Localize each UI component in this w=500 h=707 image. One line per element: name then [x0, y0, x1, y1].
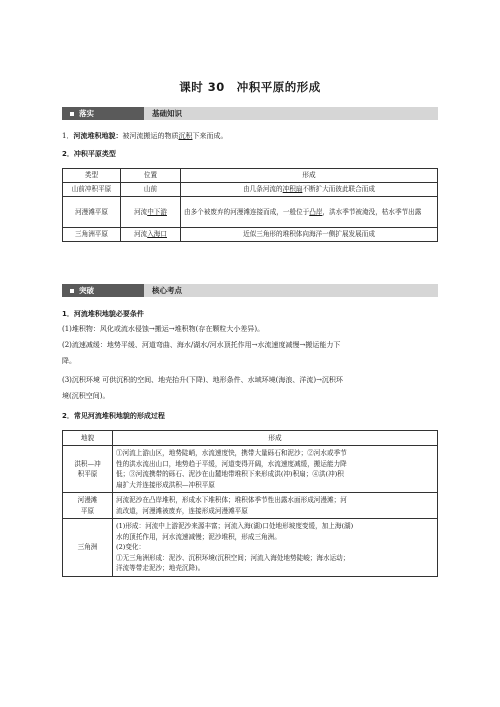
point-1-text: 被河流搬运的物质 — [122, 132, 179, 140]
section-tag-label: 突破 — [79, 286, 94, 295]
cell-underlined: 凸岸 — [309, 207, 323, 216]
point-1-underlined: 沉积 — [178, 132, 193, 140]
page-title: 课时 30 冲积平原的形成 — [179, 80, 321, 94]
table-cell: 河漫滩平原 — [63, 197, 121, 228]
key-point-1-item-3: (3)沉积环境 可供沉积的空间、地壳抬升(下降)、地形条件、水域环境(海浪、洋流)→沉积环 — [62, 376, 343, 384]
key-point-2-heading: 2．常见河流堆积地貌的形成过程 — [62, 412, 165, 420]
cell-line: 流改道，河漫滩被废弃，连接形成河漫滩平原 — [116, 506, 248, 515]
cell-line: ①河流上游山区，地势陡峭，水流速度快，携带大量砾石和泥沙；②河水或季节 — [116, 449, 347, 457]
table-header: 地貌 — [63, 431, 113, 446]
point-1-text-end: 下来而成。 — [192, 132, 228, 140]
cell-line: 河流泥沙在凸岸堆积，形成水下堆积体；堆积体季节性出露水面形成河漫滩；河 — [116, 496, 347, 504]
table-cell — [63, 493, 113, 519]
table-header-row — [63, 431, 438, 446]
cell-text: 河流 — [134, 230, 148, 239]
table-header: 位置 — [121, 169, 181, 183]
cell-text: 平原 — [80, 506, 95, 515]
point-2-number: 2． — [62, 150, 74, 158]
cell-text: 积平原 — [77, 470, 98, 478]
table-cell — [121, 197, 181, 228]
cell-text: ，洪水季节被淹没，枯水季节出露 — [322, 207, 422, 216]
table-row — [63, 446, 438, 493]
table-row — [63, 228, 438, 242]
cell-text: 由几条河流的 — [243, 185, 283, 194]
cell-underlined: 中下游 — [147, 207, 167, 216]
table-header: 类型 — [63, 169, 121, 183]
key-point-1-item-2-cont: 降。 — [62, 357, 76, 365]
cell-text: 不断扩大而彼此联合而成 — [302, 185, 375, 194]
cell-underlined: 冲积扇 — [282, 185, 303, 194]
section-tag — [62, 284, 144, 297]
table-header-row — [63, 169, 438, 183]
cell-text: 洪积—冲 — [74, 459, 101, 468]
square-bullet-icon — [70, 289, 74, 293]
table-header: 形成 — [113, 431, 438, 446]
table-header: 形成 — [181, 169, 438, 183]
landform-formation-table — [62, 430, 438, 577]
section-subtitle: 基础知识 — [152, 109, 182, 118]
table-cell: 山前 — [121, 183, 181, 197]
cell-line: 扇扩大并连接形成洪积—冲积平原 — [116, 480, 215, 489]
cell-line: 洋流等带走泥沙；地壳沉降)。 — [116, 564, 205, 572]
table-row — [63, 197, 438, 228]
point-2 — [62, 149, 440, 160]
point-1-number: 1． — [62, 132, 74, 140]
table-cell — [113, 446, 438, 493]
table-cell — [63, 446, 113, 493]
section-subtitle: 核心考点 — [152, 286, 182, 295]
plain-types-table — [62, 168, 438, 242]
cell-line: (1)形成：河流中上游泥沙来源丰富；河流入海(湖)口处地形坡度变缓，加上海(湖) — [116, 522, 354, 530]
table-cell — [181, 183, 438, 197]
cell-line: 性的洪水流出山口，地势趋于平缓，河道变得开阔，水流速度减缓，搬运能力降 — [116, 459, 347, 468]
cell-text: 由多个被废弃的河漫滩连接而成，一般位于 — [184, 207, 310, 216]
cell-text: 河流 — [134, 207, 148, 216]
table-cell — [113, 519, 438, 577]
cell-text: 河漫滩 — [77, 496, 98, 504]
key-point-1-item-3-cont: 境(沉积空间)。 — [62, 392, 110, 400]
section-tag-label: 落实 — [79, 109, 94, 118]
table-row — [63, 493, 438, 519]
cell-underlined: 入海口 — [147, 230, 167, 239]
cell-line: 低；③河流携带的砾石、泥沙在山麓地带堆积下来形成洪(冲)积扇；④洪(冲)积 — [116, 470, 344, 478]
point-2-heading: 冲积平原类型 — [73, 150, 116, 158]
table-cell — [121, 228, 181, 242]
table-cell: 山前冲积平原 — [63, 183, 121, 197]
key-point-1-heading: 1．河流堆积地貌必要条件 — [62, 310, 144, 318]
cell-line: 水的顶托作用，河水流速减慢；泥沙堆积，形成三角洲。 — [116, 532, 281, 541]
point-1-heading: 河流堆积地貌： — [73, 132, 123, 140]
section-tag — [62, 107, 144, 120]
square-bullet-icon — [70, 112, 74, 116]
table-cell: 近似三角形的堆积体向海洋一侧扩展发展而成 — [181, 228, 438, 242]
cell-line: (2)变化： — [116, 543, 146, 551]
table-cell: 三角洲平原 — [63, 228, 121, 242]
cell-line: ①无三角洲形成：泥沙、沉积环境(沉积空间；河流入海处地势陡峻；海水运动； — [116, 553, 350, 562]
key-point-1-item-2: (2)流速减缓：地势平缓、河道弯曲、海水/湖水/河水顶托作用→水流速度减慢→搬运能力下 — [62, 341, 341, 349]
cell-text: 三角洲 — [77, 543, 98, 551]
table-cell — [113, 493, 438, 519]
section-banner-tupo — [62, 284, 438, 297]
point-1 — [62, 131, 440, 142]
section-banner-luoshi — [62, 107, 438, 120]
key-point-1-item-1: (1)堆积物：风化或流水侵蚀→搬运→堆积物(存在颗粒大小差异)。 — [62, 325, 265, 333]
table-row — [63, 519, 438, 577]
table-cell — [63, 519, 113, 577]
table-row — [63, 183, 438, 197]
table-cell — [181, 197, 438, 228]
